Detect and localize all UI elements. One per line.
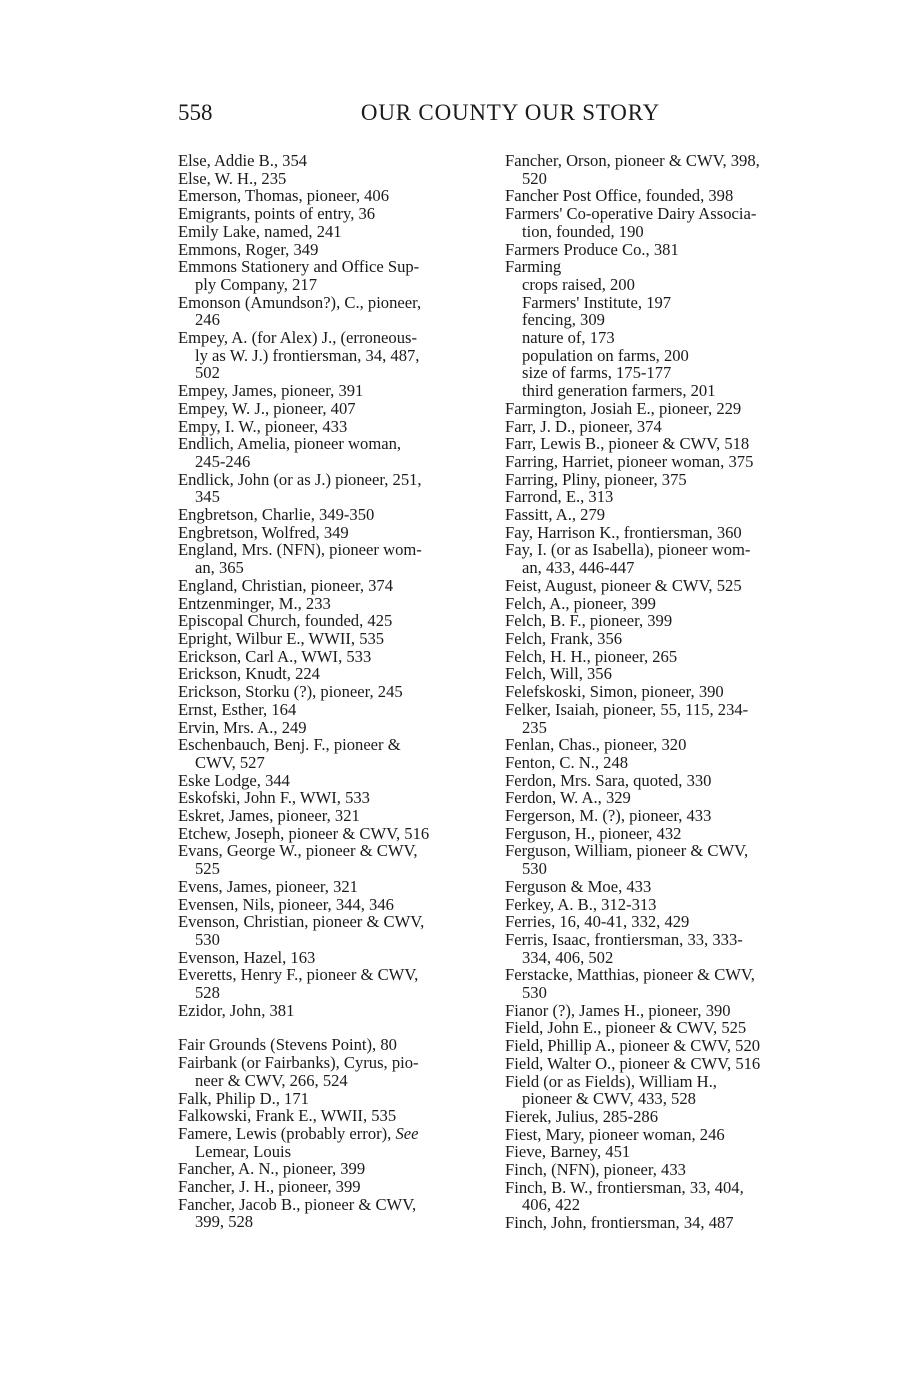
index-entry	[505, 789, 810, 807]
index-entry-line: Ezidor, John, 381	[178, 1000, 295, 1020]
index-entry-line: 530	[522, 859, 547, 879]
index-entry-line: Farring, Pliny, pioneer, 375	[505, 469, 687, 489]
index-entry	[505, 701, 810, 736]
index-subentry	[505, 347, 810, 365]
index-entry	[505, 187, 810, 205]
index-entry	[178, 418, 480, 436]
index-entry	[178, 152, 480, 170]
index-entry-line: Ervin, Mrs. A., 249	[178, 717, 307, 737]
index-entry-line: Evenson, Christian, pioneer & CWV,	[178, 912, 425, 932]
index-entry	[505, 595, 810, 613]
index-entry-line: Field, Phillip A., pioneer & CWV, 520	[505, 1036, 761, 1056]
index-entry-line: Emmons Stationery and Office Sup-	[178, 257, 420, 277]
index-entry-line: Engbretson, Charlie, 349-350	[178, 505, 375, 525]
index-entry-line: 246	[195, 310, 220, 330]
index-entry-line: Ferkey, A. B., 312-313	[505, 894, 657, 914]
index-entry	[178, 913, 480, 948]
index-entry	[178, 842, 480, 877]
index-entry-line: Episcopal Church, founded, 425	[178, 611, 393, 631]
index-entry-line: Else, Addie B., 354	[178, 151, 308, 170]
index-entry	[178, 825, 480, 843]
index-entry-line: Fancher, A. N., pioneer, 399	[178, 1159, 366, 1179]
index-entry-line: Erickson, Knudt, 224	[178, 664, 320, 684]
index-entry	[505, 807, 810, 825]
index-entry-line: Emerson, Thomas, pioneer, 406	[178, 186, 390, 206]
index-entry-line: Fancher, Jacob B., pioneer & CWV,	[178, 1194, 417, 1214]
index-entry-line: neer & CWV, 266, 524	[195, 1070, 348, 1090]
index-entry	[505, 1037, 810, 1055]
index-entry-line: Evens, James, pioneer, 321	[178, 876, 358, 896]
index-entry-line: 525	[195, 859, 220, 879]
index-subentry	[505, 311, 810, 329]
index-entry	[178, 241, 480, 259]
index-entry-line: Ferdon, Mrs. Sara, quoted, 330	[505, 770, 712, 790]
index-entry-line: Farrond, E., 313	[505, 487, 614, 507]
index-entry	[505, 754, 810, 772]
index-entry	[178, 1090, 480, 1108]
index-entry	[178, 719, 480, 737]
index-entry	[505, 913, 810, 931]
index-entry-line: Fenlan, Chas., pioneer, 320	[505, 735, 687, 755]
index-subentry	[505, 329, 810, 347]
index-entry	[505, 541, 810, 576]
index-entry	[178, 736, 480, 771]
index-entry-line: Everetts, Henry F., pioneer & CWV,	[178, 965, 419, 985]
index-subentry	[505, 382, 810, 400]
index-entry	[505, 1002, 810, 1020]
index-entry-line: Fairbank (or Fairbanks), Cyrus, pio-	[178, 1053, 419, 1073]
index-entry-line: Field, Walter O., pioneer & CWV, 516	[505, 1053, 761, 1073]
index-entry-line: Farr, Lewis B., pioneer & CWV, 518	[505, 434, 750, 454]
running-title: OUR COUNTY OUR STORY	[360, 100, 660, 125]
index-entry-line: Empey, A. (for Alex) J., (erroneous-	[178, 328, 418, 348]
index-entry-line: Famere, Lewis (probably error),	[178, 1123, 392, 1143]
index-entry-line: Eske Lodge, 344	[178, 770, 290, 790]
index-entry	[505, 878, 810, 896]
index-entry-line: Fancher, J. H., pioneer, 399	[178, 1177, 361, 1197]
page-header	[178, 100, 660, 134]
index-entry-line: ply Company, 217	[195, 274, 317, 294]
index-entry-line: 334, 406, 502	[522, 947, 614, 967]
index-subentry	[505, 276, 810, 294]
index-entry-line: Felch, Frank, 356	[505, 628, 623, 648]
index-entry	[505, 1126, 810, 1144]
index-entry	[178, 789, 480, 807]
index-entry-line: Eschenbauch, Benj. F., pioneer &	[178, 735, 401, 755]
index-entry-line: Felch, H. H., pioneer, 265	[505, 646, 678, 666]
see-reference: See	[395, 1123, 419, 1143]
index-entry	[505, 736, 810, 754]
index-entry-line: CWV, 527	[195, 752, 265, 772]
index-entry	[178, 382, 480, 400]
index-entry-line: Fenton, C. N., 248	[505, 752, 629, 772]
index-entry	[505, 258, 810, 276]
index-entry	[505, 453, 810, 471]
index-entry-line: Ferguson & Moe, 433	[505, 876, 652, 896]
index-entry-line: Evenson, Hazel, 163	[178, 947, 316, 967]
index-entry-line: Lemear, Louis	[195, 1141, 292, 1161]
index-entry	[505, 683, 810, 701]
index-entry-line: Feist, August, pioneer & CWV, 525	[505, 575, 742, 595]
index-entry-line: Felefskoski, Simon, pioneer, 390	[505, 682, 724, 702]
index-entry-line: 528	[195, 983, 220, 1003]
index-entry-line: Entzenminger, M., 233	[178, 593, 331, 613]
index-entry-line: ly as W. J.) frontiersman, 34, 487,	[195, 345, 420, 365]
index-entry	[178, 683, 480, 701]
index-entry	[505, 400, 810, 418]
index-entry	[505, 1055, 810, 1073]
index-entry	[178, 1036, 480, 1054]
index-entry	[505, 435, 810, 453]
index-entry	[178, 205, 480, 223]
index-entry-line: Felch, Will, 356	[505, 664, 612, 684]
index-entry	[178, 772, 480, 790]
index-entry	[178, 506, 480, 524]
index-entry	[178, 329, 480, 382]
index-entry	[178, 294, 480, 329]
index-entry-line: Evans, George W., pioneer & CWV,	[178, 841, 418, 861]
index-entry	[178, 949, 480, 967]
index-entry-line: population on farms, 200	[522, 345, 689, 365]
index-entry-line: fencing, 309	[522, 310, 605, 330]
page-number: 558	[178, 100, 213, 125]
index-entry	[505, 931, 810, 966]
index-entry-line: Emmons, Roger, 349	[178, 239, 319, 259]
index-entry	[505, 418, 810, 436]
index-entry-line: Fancher, Orson, pioneer & CWV, 398,	[505, 151, 760, 170]
index-entry-line: Erickson, Storku (?), pioneer, 245	[178, 682, 403, 702]
index-entry-line: Fay, I. (or as Isabella), pioneer wom-	[505, 540, 751, 560]
index-entry-line: Fiest, Mary, pioneer woman, 246	[505, 1124, 725, 1144]
index-entry-line: Emigrants, points of entry, 36	[178, 204, 376, 224]
index-entry-line: Farring, Harriet, pioneer woman, 375	[505, 451, 754, 471]
index-entry	[505, 966, 810, 1001]
index-column-left	[178, 152, 480, 1231]
index-entry	[178, 701, 480, 719]
index-entry-line: size of farms, 175-177	[522, 363, 672, 383]
index-entry-line: tion, founded, 190	[522, 221, 644, 241]
index-entry-line: Ferguson, William, pioneer & CWV,	[505, 841, 749, 861]
index-entry-line: Farmington, Josiah E., pioneer, 229	[505, 398, 742, 418]
index-entry-line: pioneer & CWV, 433, 528	[522, 1089, 696, 1109]
index-entry-line: 530	[522, 983, 547, 1003]
index-entry-line: Erickson, Carl A., WWI, 533	[178, 646, 372, 666]
index-entry-line: Finch, John, frontiersman, 34, 487	[505, 1213, 734, 1233]
index-entry-line: Fassitt, A., 279	[505, 505, 606, 525]
index-entry	[505, 488, 810, 506]
index-entry	[178, 1160, 480, 1178]
index-entry-line: Fierek, Julius, 285-286	[505, 1106, 659, 1126]
index-entry	[505, 152, 810, 187]
index-entry	[178, 223, 480, 241]
index-entry-line: Fay, Harrison K., frontiersman, 360	[505, 522, 742, 542]
index-entry	[178, 896, 480, 914]
index-entry-line: Felker, Isaiah, pioneer, 55, 115, 234-	[505, 699, 749, 719]
index-entry	[505, 524, 810, 542]
index-entry-line: Field, John E., pioneer & CWV, 525	[505, 1018, 747, 1038]
index-entry	[178, 966, 480, 1001]
index-entry-line: nature of, 173	[522, 328, 615, 348]
index-entry-line: Etchew, Joseph, pioneer & CWV, 516	[178, 823, 430, 843]
index-entry-line: Finch, B. W., frontiersman, 33, 404,	[505, 1177, 744, 1197]
index-entry-line: 520	[522, 168, 547, 188]
index-entry-line: Endlich, Amelia, pioneer woman,	[178, 434, 402, 454]
index-entry-line: Falk, Philip D., 171	[178, 1088, 309, 1108]
index-entry	[505, 1108, 810, 1126]
index-entry	[178, 258, 480, 293]
index-entry-line: Felch, B. F., pioneer, 399	[505, 611, 673, 631]
index-entry	[505, 1161, 810, 1179]
index-entry	[505, 648, 810, 666]
index-entry	[178, 1196, 480, 1231]
index-entry	[178, 1002, 480, 1020]
index-entry-line: third generation farmers, 201	[522, 381, 716, 401]
index-entry-line: Emily Lake, named, 241	[178, 221, 342, 241]
index-entry	[505, 471, 810, 489]
index-entry-line: Farmers Produce Co., 381	[505, 239, 679, 259]
index-entry-line: Empy, I. W., pioneer, 433	[178, 416, 348, 436]
index-entry	[505, 506, 810, 524]
index-entry-line: Fair Grounds (Stevens Point), 80	[178, 1035, 397, 1055]
index-entry	[178, 400, 480, 418]
index-entry	[178, 1054, 480, 1089]
index-entry-line: Fergerson, M. (?), pioneer, 433	[505, 806, 712, 826]
index-entry-line: Fancher Post Office, founded, 398	[505, 186, 734, 206]
index-entry-line: 502	[195, 363, 220, 383]
index-entry-line: Ferries, 16, 40-41, 332, 429	[505, 912, 690, 932]
index-entry-line: Else, W. H., 235	[178, 168, 287, 188]
index-entry	[505, 205, 810, 240]
index-entry-line: Farmers' Co-operative Dairy Associa-	[505, 204, 757, 224]
index-entry	[178, 648, 480, 666]
index-entry-line: Falkowski, Frank E., WWII, 535	[178, 1106, 397, 1126]
index-entry	[505, 1073, 810, 1108]
index-entry	[505, 612, 810, 630]
index-entry	[178, 524, 480, 542]
index-entry-line: 245-246	[195, 451, 251, 471]
index-entry-line: Finch, (NFN), pioneer, 433	[505, 1160, 686, 1180]
index-entry-line: an, 365	[195, 558, 244, 578]
index-entry-line: Fieve, Barney, 451	[505, 1142, 631, 1162]
index-entry-line: Empey, W. J., pioneer, 407	[178, 398, 356, 418]
index-entry	[505, 1179, 810, 1214]
index-entry	[505, 842, 810, 877]
index-entry-line: Empey, James, pioneer, 391	[178, 381, 364, 401]
index-entry	[178, 878, 480, 896]
index-entry	[505, 630, 810, 648]
index-entry-line: Farmers' Institute, 197	[522, 292, 672, 312]
index-entry	[178, 1125, 480, 1160]
index-entry-line: Ferdon, W. A., 329	[505, 788, 631, 808]
index-subentry	[505, 294, 810, 312]
index-entry	[178, 187, 480, 205]
index-entry-line: Farming	[505, 257, 562, 277]
index-entry	[178, 170, 480, 188]
index-subentry	[505, 364, 810, 382]
index-entry	[178, 1178, 480, 1196]
index-entry	[178, 595, 480, 613]
index-entry	[178, 435, 480, 470]
index-entry-line: Ferris, Isaac, frontiersman, 33, 333-	[505, 929, 743, 949]
index-entry-line: 345	[195, 487, 220, 507]
index-entry-line: Fianor (?), James H., pioneer, 390	[505, 1000, 731, 1020]
index-entry	[178, 577, 480, 595]
index-entry-line: Endlick, John (or as J.) pioneer, 251,	[178, 469, 422, 489]
index-entry	[505, 825, 810, 843]
index-column-right	[505, 152, 810, 1232]
index-entry-line: Field (or as Fields), William H.,	[505, 1071, 717, 1091]
index-entry	[505, 665, 810, 683]
index-entry	[505, 577, 810, 595]
index-entry	[178, 612, 480, 630]
index-entry	[505, 1143, 810, 1161]
index-entry	[505, 896, 810, 914]
index-entry-line: crops raised, 200	[522, 274, 635, 294]
index-entry	[178, 807, 480, 825]
index-entry	[505, 1019, 810, 1037]
index-entry-line: Eskret, James, pioneer, 321	[178, 806, 360, 826]
index-entry	[178, 1107, 480, 1125]
index-entry-line: Emonson (Amundson?), C., pioneer,	[178, 292, 422, 312]
index-entry-line: 406, 422	[522, 1195, 581, 1215]
index-entry-line: Farr, J. D., pioneer, 374	[505, 416, 662, 436]
index-entry-line: Eskofski, John F., WWI, 533	[178, 788, 370, 808]
index-entry-line: 399, 528	[195, 1212, 254, 1232]
index-entry-line: England, Christian, pioneer, 374	[178, 575, 394, 595]
index-entry-line: Felch, A., pioneer, 399	[505, 593, 656, 613]
index-entry-line: 530	[195, 929, 220, 949]
index-entry-line: Ferguson, H., pioneer, 432	[505, 823, 682, 843]
index-entry-line: Engbretson, Wolfred, 349	[178, 522, 349, 542]
index-entry-line: Ernst, Esther, 164	[178, 699, 297, 719]
index-entry	[505, 241, 810, 259]
index-entry-line: an, 433, 446-447	[522, 558, 635, 578]
index-entry	[178, 630, 480, 648]
index-entry-line: England, Mrs. (NFN), pioneer wom-	[178, 540, 422, 560]
index-entry	[178, 541, 480, 576]
index-entry	[178, 471, 480, 506]
index-entry	[178, 665, 480, 683]
index-entry-line: Epright, Wilbur E., WWII, 535	[178, 628, 385, 648]
index-entry-line: Ferstacke, Matthias, pioneer & CWV,	[505, 965, 755, 985]
index-entry-line: Evensen, Nils, pioneer, 344, 346	[178, 894, 394, 914]
index-entry	[505, 1214, 810, 1232]
index-entry-line: 235	[522, 717, 547, 737]
index-entry	[505, 772, 810, 790]
